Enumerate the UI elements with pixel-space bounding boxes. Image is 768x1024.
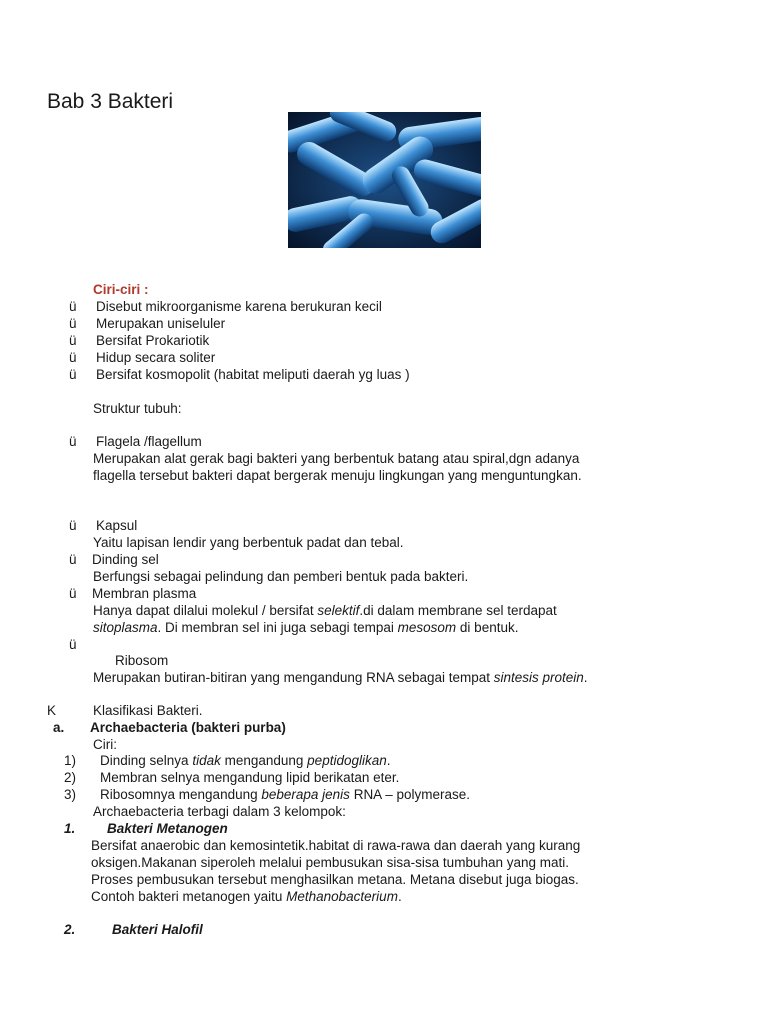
list-item: Bersifat kosmopolit (habitat meliputi daerah yg luas ) xyxy=(96,367,410,382)
bullet-icon: ü xyxy=(69,333,77,348)
text-run: .di dalam membrane sel terdapat xyxy=(359,603,557,618)
text-run: Hanya dapat dilalui molekul / bersifat xyxy=(93,603,318,618)
number-marker: 3) xyxy=(64,787,77,802)
kelompok-text: Archaebacteria terbagi dalam 3 kelompok: xyxy=(93,804,346,819)
dinding-desc: Berfungsi sebagai pelindung dan pemberi bentuk pada bakteri. xyxy=(93,569,469,584)
membran-title: Membran plasma xyxy=(92,586,197,601)
bullet-icon: ü xyxy=(69,316,77,331)
ciri-label: Ciri: xyxy=(93,737,117,752)
flagela-desc: Merupakan alat gerak bagi bakteri yang berbentuk batang atau spiral,dgn adanya xyxy=(93,451,580,466)
metanogen-title: Bakteri Metanogen xyxy=(107,821,228,836)
text-run: . Di membran sel ini juga sebagi tempai xyxy=(157,620,398,635)
text-run-italic: beberapa jenis xyxy=(261,787,350,802)
page-title: Bab 3 Bakteri xyxy=(47,90,174,113)
metanogen-desc: Proses pembusukan tersebut menghasilkan metana. Metana disebut juga biogas. xyxy=(91,872,579,887)
list-item: Membran selnya mengandung lipid berikatan eter. xyxy=(100,770,400,785)
text-run: Merupakan butiran-bitiran yang mengandung RNA sebagai tempat xyxy=(93,670,494,685)
bullet-icon: ü xyxy=(69,637,77,652)
text-run-italic: sintesis protein xyxy=(493,670,584,685)
number-marker: 2) xyxy=(64,770,77,785)
text-run-italic: tidak xyxy=(192,753,221,768)
text-run-italic: sitoplasma xyxy=(93,620,158,635)
flagela-title: Flagela /flagellum xyxy=(96,434,202,449)
metanogen-desc xyxy=(91,888,402,905)
number-marker: 1) xyxy=(64,753,77,768)
flagela-desc: flagella tersebut bakteri dapat bergerak menuju lingkungan yang menguntungkan. xyxy=(93,468,582,483)
halofil-title: Bakteri Halofil xyxy=(112,922,203,937)
group-marker: 1. xyxy=(64,821,76,836)
bullet-icon: ü xyxy=(69,586,77,601)
list-item xyxy=(100,786,470,803)
metanogen-desc: oksigen.Makanan siperoleh melalui pembusukan sisa-sisa tumbuhan yang mati. xyxy=(91,855,570,870)
ribosom-desc xyxy=(93,669,588,686)
kapsul-desc: Yaitu lapisan lendir yang berbentuk padat dan tebal. xyxy=(93,535,404,550)
ribosom-title: Ribosom xyxy=(115,653,169,668)
dinding-title: Dinding sel xyxy=(92,552,159,567)
metanogen-desc: Bersifat anaerobic dan kemosintetik.habitat di rawa-rawa dan daerah yang kurang xyxy=(91,838,581,853)
membran-desc xyxy=(93,602,557,619)
text-run: Contoh bakteri metanogen yaitu xyxy=(91,889,287,904)
klasifikasi-heading: Klasifikasi Bakteri. xyxy=(93,703,203,718)
subsection-marker: a. xyxy=(53,720,65,735)
list-item xyxy=(100,752,391,769)
list-item: Disebut mikroorganisme karena berukuran kecil xyxy=(96,299,382,314)
text-run: Ribosomnya mengandung xyxy=(100,787,262,802)
list-item: Bersifat Prokariotik xyxy=(96,333,210,348)
archaebacteria-title: Archaebacteria (bakteri purba) xyxy=(90,720,286,735)
membran-desc xyxy=(93,619,518,636)
text-run: mengandung xyxy=(220,753,308,768)
bullet-icon: ü xyxy=(69,350,77,365)
struktur-heading: Struktur tubuh: xyxy=(93,401,182,416)
text-run: Dinding selnya xyxy=(100,753,193,768)
bacteria-image xyxy=(288,112,481,248)
list-item: Merupakan uniseluler xyxy=(96,316,226,331)
ciri-heading: Ciri-ciri : xyxy=(93,282,149,297)
text-run-italic: Methanobacterium xyxy=(286,889,398,904)
bullet-icon: ü xyxy=(69,434,77,449)
bacteria-photo xyxy=(288,112,481,248)
bullet-icon: ü xyxy=(69,299,77,314)
section-marker: K xyxy=(47,703,57,718)
text-run: . xyxy=(583,670,588,685)
text-run-italic: selektif xyxy=(317,603,360,618)
text-run-italic: mesosom xyxy=(397,620,457,635)
text-run: . xyxy=(397,889,402,904)
text-run: di bentuk. xyxy=(456,620,519,635)
bullet-icon: ü xyxy=(69,518,77,533)
bullet-icon: ü xyxy=(69,552,77,567)
bullet-icon: ü xyxy=(69,367,77,382)
text-run: . xyxy=(386,753,391,768)
kapsul-title: Kapsul xyxy=(96,518,138,533)
text-run: RNA – polymerase. xyxy=(349,787,470,802)
text-run-italic: peptidoglikan xyxy=(307,753,387,768)
group-marker: 2. xyxy=(64,922,76,937)
list-item: Hidup secara soliter xyxy=(96,350,216,365)
